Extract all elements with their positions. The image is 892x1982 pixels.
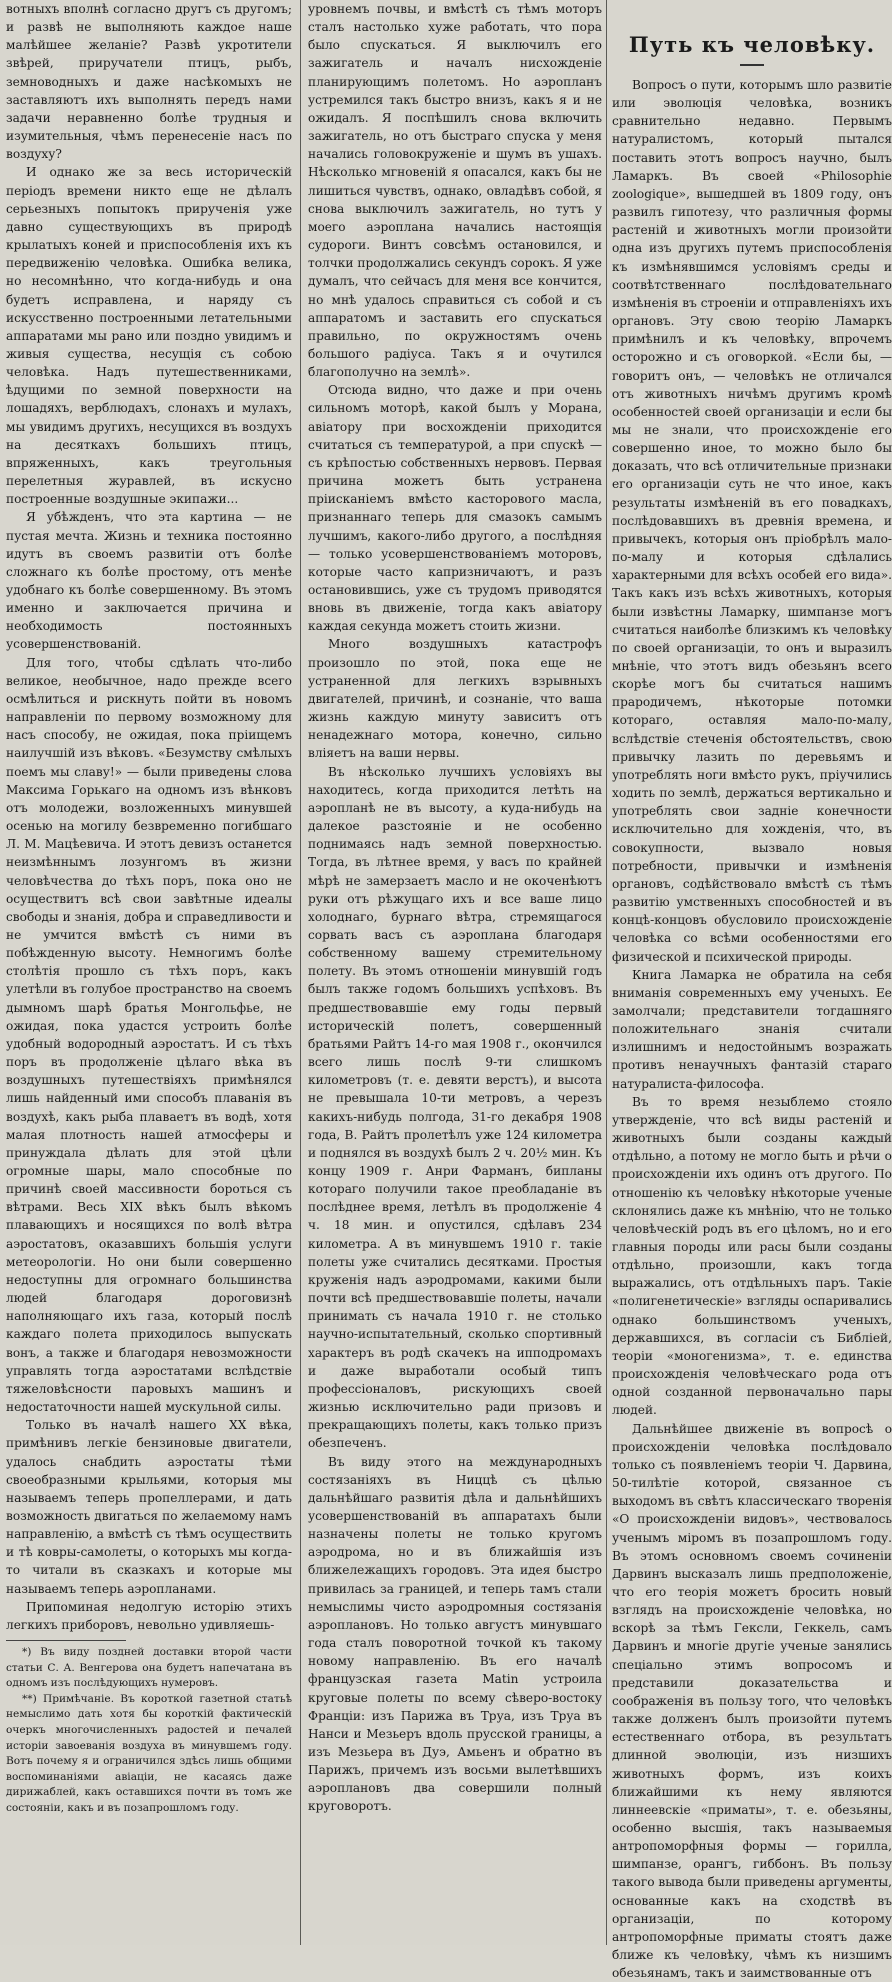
article-paragraph: Въ виду этого на международныхъ состязаніяхъ въ Ниццѣ съ цѣлью дальнѣйшаго развитія дѣла и дальнѣйшихъ усовершенствованій въ аппаратахъ были назначены полеты не только кругомъ аэродрома, но и въ ближайшія изъ ближележащихъ городовъ. Эта идея быстро привилась за границей, и теперь тамъ стали немыслимы чисто аэродромныя состязанія аэроплановъ. Но только августъ минувшаго года сталъ поворотной точкой къ такому новому направленію. Въ его началѣ французская газета Matin устроила круговые полеты по всему сѣверо-востоку Франціи: изъ Парижа въ Труа, изъ Труа въ Нанси и Мезьеръ вдоль прусской границы, а изъ Мезьера въ Дуэ, Амьенъ и обратно въ Парижъ, причемъ изъ восьми вылетѣвшихъ аэроплановъ два совершили полный круговоротъ. (308, 1454, 602, 1814)
title-divider (740, 64, 764, 66)
article-paragraph: Припоминая недолгую исторію этихъ легкихъ приборовъ, невольно удивляешь- (6, 1599, 292, 1632)
footnote-divider (6, 1640, 126, 1641)
article-paragraph: Я убѣжденъ, что эта картина — не пустая мечта. Жизнь и техника постоянно идутъ въ своемъ развитіи отъ болѣе сложнаго къ болѣе простому, отъ менѣе удобнаго къ болѣе совершенному. Въ этомъ именно и заключается причина и необходимость постоянныхъ усовершенствованій. (6, 510, 292, 652)
article-paragraph: Въ то время незыблемо стояло утвержденіе, что всѣ виды растеній и животныхъ были созданы каждый отдѣльно, а потому не могло быть и рѣчи о происхожденіи ихъ одинъ отъ другого. По отношенію къ человѣку нѣкоторые ученые склонялись даже къ мнѣнію, что не только человѣческій родъ въ его цѣломъ, но и его главныя породы или расы были созданы отдѣльно, произошли, какъ тогда выражались, отъ отдѣльныхъ паръ. Такіе «полигенетическіе» взгляды оспаривались однако большинствомъ ученыхъ, державшихся, въ согласіи съ Библіей, теоріи «моногенизма», т. е. единства происхожденія человѣческаго рода отъ одной созданной первоначально пары людей. (612, 1094, 892, 1418)
article-paragraph: Дальнѣйшее движеніе въ вопросѣ о происхожденіи человѣка послѣдовало только съ появленіемъ теоріи Ч. Дарвина, 50-тилѣтіе которой, связанное съ выходомъ въ свѣтъ классическаго творенія «О происхожденіи видовъ», чествовалось ученымъ міромъ въ позапрошломъ году. Въ этомъ основномъ своемъ сочиненіи Дарвинъ высказалъ лишь предположеніе, что его теорія можетъ бросить новый взглядъ на происхожденіе человѣка, но вскорѣ за тѣмъ Гексли, Геккель, самъ Дарвинъ и многіе другіе ученые занялись спеціально этимъ вопросомъ и представили доказательства и соображенія въ пользу того, что человѣкъ также долженъ былъ произойти путемъ естественнаго отбора, въ результатъ длинной эволюціи, изъ низшихъ животныхъ формъ, изъ коихъ ближайшими къ нему являются линнеевскіе «приматы», т. е. обезьяны, особенно высшія, такъ называемыя антропоморфныя формы — горилла, шимпанзе, орангъ, гиббонъ. Въ пользу такого вывода были приведены аргументы, основанные какъ на сходствѣ въ организаціи, по которому антропоморфные приматы стоятъ даже ближе къ человѣку, чѣмъ къ низшимъ обезьянамъ, такъ и заимствованные отъ (612, 1421, 892, 1981)
column-rule-left (300, 0, 301, 1945)
article-paragraph: Много воздушныхъ катастрофъ произошло по этой, пока еще не устраненной для легкихъ взрывныхъ двигателей, причинѣ, и сознаніе, что ваша жизнь каждую минуту зависитъ отъ ненадежнаго мотора, конечно, сильно вліяетъ на ваши нервы. (308, 637, 602, 761)
article-paragraph: Для того, чтобы сдѣлать что-либо великое, необычное, надо прежде всего осмѣлиться и рискнуть пойти въ новомъ направленіи по первому возможному для насъ способу, не ожидая, пока пріищемъ наилучшій изъ вѣковъ. «Безумству смѣлыхъ поемъ мы славу!» — были приведены слова Максима Горькаго на одномъ изъ вѣнковъ отъ молодежи, возложенныхъ минувшей осенью на могилу безвременно погибшаго Л. М. Мацѣевича. И этотъ девизъ останется неизмѣннымъ лозунгомъ въ жизни человѣчества до тѣхъ поръ, пока оно не осуществитъ всѣ свои завѣтные идеалы свободы и знанія, добра и справедливости и не умчится вмѣстѣ съ ними въ побѣжденную высоту. Немногимъ болѣе столѣтія прошло съ тѣхъ поръ, какъ улетѣли въ голубое пространство на своемъ дымномъ шарѣ братья Монгольфье, не ожидая, пока удастся устроить болѣе удобный водородный аэростатъ. И съ тѣхъ поръ въ продолженіе цѣлаго вѣка въ воздушныхъ путешествіяхъ примѣнялся лишь найденный ими способъ плаванія въ воздухѣ, какъ рыба плаваетъ въ водѣ, хотя малая плотность нашей атмосферы и принуждала дѣлать для этой цѣли огромные шары, мало способные по причинѣ своей массивности бороться съ вѣтрами. Весь XIX вѣкъ былъ вѣкомъ плавающихъ и носящихся по волѣ вѣтра аэростатовъ, оказавшихъ большія услуги метеорологіи. Но они были совершенно недоступны для огромнаго большинства людей благодаря дороговизнѣ наполняющаго ихъ газа, который послѣ каждаго полета приходилось выпускать вонъ, а также и благодаря невозможности управлять тогда аэростатами вслѣдствіе тяжеловѣсности паровыхъ машинъ и недостаточности нашей мускульной силы. (6, 655, 292, 1415)
column-middle (308, 0, 602, 1945)
column-rule-right (606, 0, 607, 1945)
article-title: Путь къ человѣку. (628, 32, 876, 57)
column-right (612, 0, 892, 1981)
article-paragraph: Только въ началѣ нашего XX вѣка, примѣнивъ легкіе бензиновые двигатели, удалось снабдить аэростаты тѣми своеобразными крыльями, которыя мы называемъ теперь пропеллерами, и дать возможность двигаться по желаемому намъ направленію, а вмѣстѣ съ тѣмъ осуществить и тѣ ковры-самолеты, о которыхъ мы когда-то читали въ сказкахъ и которые мы называемъ теперь аэропланами. (6, 1418, 292, 1596)
column-left (6, 0, 292, 1945)
footnote: **) Примѣчаніе. Въ короткой газетной статьѣ немыслимо дать хотя бы короткій фактическій очеркъ многочисленныхъ радостей и печалей исторіи завоеванія воздуха въ минувшемъ году. Вотъ почему я и ограничился здѣсь лишь общими воспоминаніями авіаціи, не касаясь даже дирижаблей, какъ оставшихся почти въ томъ же состояніи, какъ и въ позапрошломъ году. (6, 1692, 292, 1814)
article-paragraph: Въ нѣсколько лучшихъ условіяхъ вы находитесь, когда приходится летѣть на аэропланѣ не въ высоту, а куда-нибудь на далекое разстояніе и не особенно поднимаясь надъ земной поверхностью. Тогда, въ лѣтнее время, у васъ по крайней мѣрѣ не замерзаетъ масло и не окоченѣютъ руки отъ рѣжущаго ихъ и все ваше лицо холоднаго, бурнаго вѣтра, стремящагося сорвать васъ съ аэроплана благодаря собственному вашему стремительному полету. Въ этомъ отношеніи минувшій годъ былъ также годомъ большихъ успѣховъ. Въ предшествовавшіе ему годы первый историческій полетъ, совершенный братьями Райтъ 14-го мая 1908 г., окончился всего лишь послѣ 9-ти слишкомъ километровъ (т. е. девяти верстъ), и высота не превышала 10-ти метровъ, а черезъ какихъ-нибудь полгода, 31-го декабря 1908 года, В. Райтъ пролетѣлъ уже 124 километра и поднялся въ воздухѣ былъ 2 ч. 20½ мин. Къ концу 1909 г. Анри Фарманъ, бипланы котораго получили такое преобладаніе въ послѣднее время, летѣлъ въ продолженіе 4 ч. 18 мин. и опустился, сдѣлавъ 234 километра. А въ минувшемъ 1910 г. такіе полеты уже считались десятками. Простыя круженія надъ аэродромами, какими были почти всѣ предшествовавшіе полеты, начали принимать съ начала 1910 г. не столько научно-испытательный, сколько спортивный характеръ въ родѣ скачекъ на ипподромахъ и даже выработали особый типъ профессіоналовъ, рискующихъ своей жизнью исключительно ради призовъ и прекращающихъ полеты, какъ только призъ обезпеченъ. (308, 764, 602, 1451)
article-paragraph: вотныхъ вполнѣ согласно другъ съ другомъ; и развѣ не выполняють каждое наше малѣйшее желаніе? Развѣ укротители звѣрей, приручатели птицъ, рыбъ, земноводныхъ и даже насѣкомыхъ не заставляютъ ихъ выполнять передъ нами задачи неравненно болѣе трудныя и изумительныя, чѣмъ перенесеніе насъ по воздуху? (6, 2, 292, 162)
article-paragraph: уровнемъ почвы, и вмѣстѣ съ тѣмъ моторъ сталъ настолько хуже работать, что пора было спускаться. Я выключилъ его зажигатель и началъ нисхожденіе планирующимъ полетомъ. Но аэропланъ устремился такъ быстро внизъ, какъ я и не ожидалъ. Я поспѣшилъ снова включить зажигатель, но отъ быстраго спуска у меня начались головокруженіе и шумъ въ ушахъ. Нѣсколько мгновеній я опасался, какъ бы не лишиться чувствъ, однако, овладѣвъ собой, я снова выключилъ зажигатель, но тутъ у моего аэроплана начались настоящія судороги. Винтъ совсѣмъ остановился, и толчки продолжались секундъ сорокъ. Я уже думалъ, что сейчасъ для меня все кончится, но мнѣ удалось справиться съ собой и съ аппаратомъ и заставить его спускаться правильно, по окружностямъ очень большого радіуса. Такъ я и очутился благополучно на землѣ». (308, 2, 602, 380)
article-paragraph: Вопросъ о пути, которымъ шло развитіе или эволюція человѣка, возникъ сравнительно недавно. Первымъ натуралистомъ, который пытался поставить этотъ вопросъ научно, былъ Ламаркъ. Въ своей «Philosophie zoologique», вышедшей въ 1809 году, онъ развилъ гипотезу, что различныя формы растеній и животныхъ могли произойти одна изъ другихъ путемъ приспособленія къ измѣнявшимся условіямъ среды и соотвѣтственнаго послѣдовательнаго измѣненія въ строеніи и отправленіяхъ ихъ органовъ. Эту свою теорію Ламаркъ примѣнилъ и къ человѣку, впрочемъ осторожно и съ оговоркой. «Если бы, — говоритъ онъ, — человѣкъ не отличался отъ животныхъ ничѣмъ другимъ кромѣ особенностей своей организаціи и если бы мы не знали, что происхожденіе его совершенно иное, то можно было бы доказать, что всѣ отличительные признаки его организаціи суть не что иное, какъ результаты измѣненій въ его повадкахъ, послѣдовавшихъ въ древнія времена, и привычекъ, которыя онъ пріобрѣлъ мало-по-малу и которыя сдѣлались характерными для всѣхъ особей его вида». Такъ какъ изъ всѣхъ животныхъ, которыя были извѣстны Ламарку, шимпанзе могъ считаться наиболѣе близкимъ къ человѣку по своей организаціи, то онъ и выразилъ мнѣніе, что этотъ видъ обезьянъ всего скорѣе могъ бы считаться нашимъ прародичемъ, нѣкоторые потомки котораго, оставляя мало-по-малу, вслѣдствіе стеченія обстоятельствъ, свою привычку лазить по деревьямъ и употреблять ноги вмѣсто рукъ, пріучились ходить по землѣ, держаться вертикально и употреблять свои задніе конечности исключительно для хожденія, что, въ совокупности, вызвало новыя потребности, привычки и измѣненія органовъ, содѣйствовало вмѣстѣ съ тѣмъ развитію умственныхъ способностей и въ концѣ-концовъ обусловило происхожденіе человѣка со всѣми особенностями его физической и психической природы. (612, 78, 892, 964)
footnotes (6, 1645, 292, 1817)
article-paragraph: И однако же за весь историческій періодъ времени никто еще не дѣлалъ серьезныхъ попытокъ прирученія уже давно существующихъ въ природѣ крылатыхъ коней и приспособленія ихъ къ передвиженію человѣка. Ошибка велика, но несомнѣнно, что когда-нибудь и она будетъ исправлена, и наряду съ искусственно построенными летательными аппаратами мы рано или поздно увидимъ и живыя существа, несущія съ собою человѣка. Надъ путешественниками, ѣдущими по земной поверхности на лошадяхъ, верблюдахъ, слонахъ и мулахъ, мы увидимъ другихъ, несущихся въ воздухъ на десяткахъ большихъ птицъ, впряженныхъ, какъ треугольныя перелетныя журавлей, въ искусно построенные воздушные экипажи... (6, 165, 292, 507)
footnote: *) Въ виду поздней доставки второй части статьи С. А. Венгерова она будетъ напечатана въ одномъ изъ послѣдующихъ нумеровъ. (6, 1646, 292, 1690)
article-paragraph: Книга Ламарка не обратила на себя вниманія современныхъ ему ученыхъ. Ее замолчали; представители тогдашняго положительнаго знанія считали излишнимъ и недостойнымъ возражать противъ ненаучныхъ фантазій стараго натуралиста-философа. (612, 967, 892, 1091)
article-paragraph: Отсюда видно, что даже и при очень сильномъ моторѣ, какой былъ у Морана, авіатору при восхожденіи приходится считаться съ температурой, а при спускѣ — съ крѣпостью собственныхъ нервовъ. Первая причина можетъ быть устранена пріисканіемъ вмѣсто касторового масла, признаннаго теперь для смазокъ самымъ лучшимъ, какого-либо другого, а послѣдняя — только усовершенствованіемъ моторовъ, которые часто капризничаютъ, и разъ остановившись, уже съ трудомъ приводятся вновь въ движеніе, тогда какъ авіатору каждая секунда можетъ стоить жизни. (308, 383, 602, 634)
